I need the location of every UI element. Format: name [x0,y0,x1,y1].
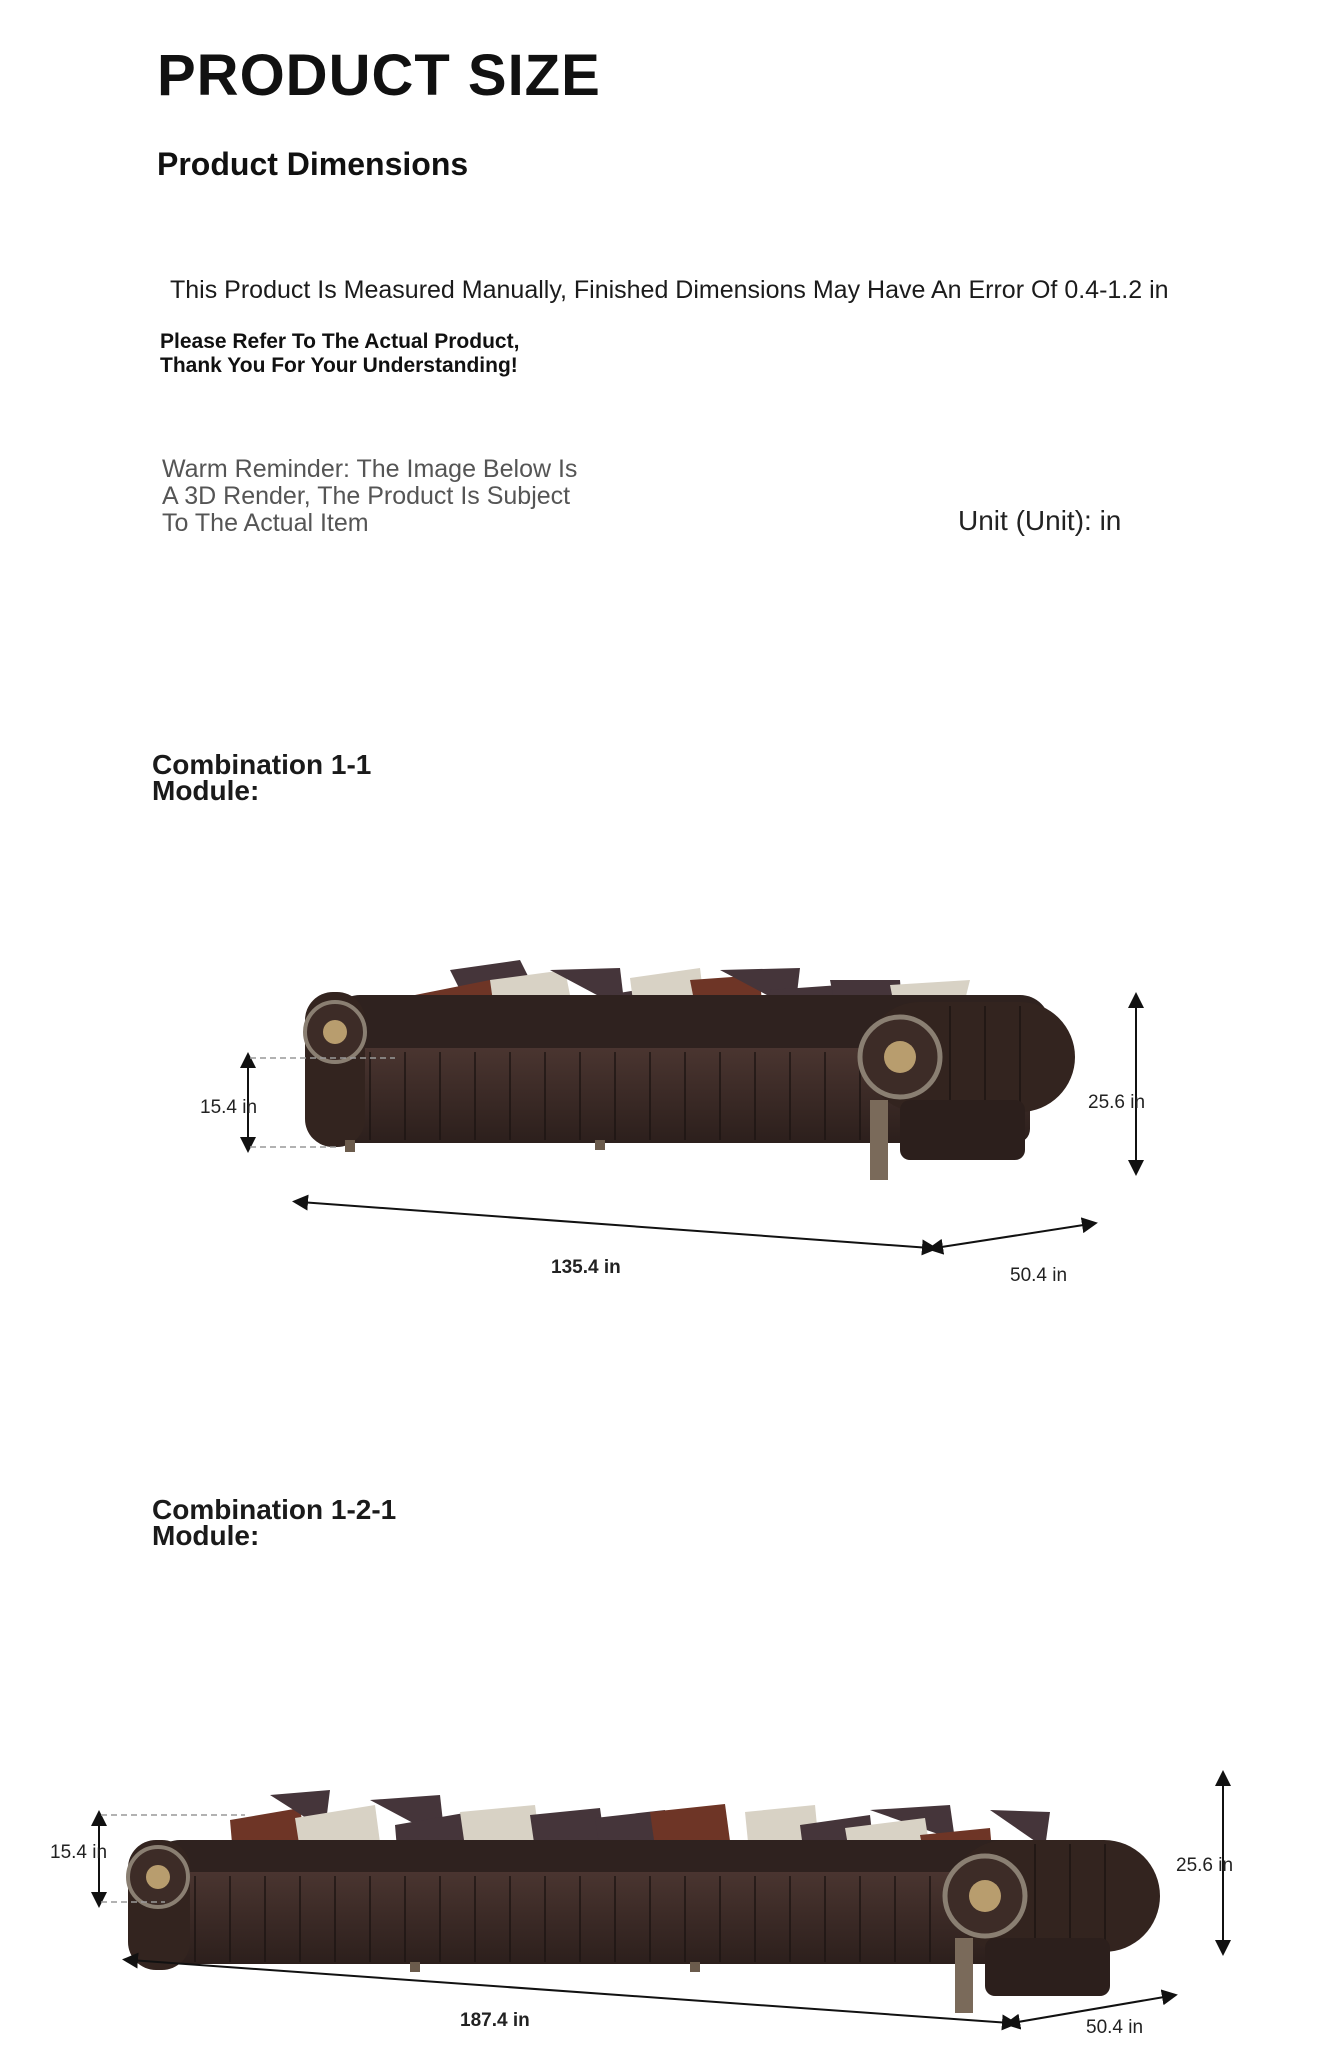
height-label-2: 25.6 in [1176,1855,1234,1876]
reminder-line-2: A 3D Render, The Product Is Subject [162,482,571,510]
combination-1-title-line1: Combination 1-1 [152,749,372,780]
measurement-note: This Product Is Measured Manually, Finished Dimensions May Have An Error Of 0.4-1.2 in [170,276,1169,304]
reminder-line-3: To The Actual Item [162,509,369,537]
combination-2-title-line2: Module: [152,1520,260,1551]
refer-line-1: Please Refer To The Actual Product, [160,330,520,353]
warm-reminder [162,456,622,537]
combination-2-title-line1: Combination 1-2-1 [152,1494,397,1525]
combination-2-title [152,1494,397,1551]
seat-height-label-2: 15.4 in [50,1842,108,1863]
sofa-diagram-2 [0,1700,1322,2048]
sofa-diagram-1 [0,940,1322,1320]
combination-1-title [152,749,372,806]
length-label-1: 135.4 in [551,1257,621,1278]
reminder-line-1: Warm Reminder: The Image Below Is [162,455,578,483]
sofa-image-2 [128,1790,1160,2013]
depth-label-1: 50.4 in [1010,1265,1068,1286]
page-title: PRODUCT SIZE [157,43,601,108]
combination-1-title-line2: Module: [152,775,260,806]
refer-line-2: Thank You For Your Understanding! [160,354,518,377]
length-dimension-1 [300,1202,930,1248]
depth-dimension-1 [935,1224,1090,1248]
height-label-1: 25.6 in [1088,1092,1146,1113]
length-dimension-2 [130,1960,1010,2023]
depth-label-2: 50.4 in [1086,2017,1144,2038]
refer-note [160,330,519,378]
unit-label: Unit (Unit): in [958,505,1122,536]
page-subtitle: Product Dimensions [157,146,469,182]
length-label-2: 187.4 in [460,2010,530,2031]
sofa-image-1 [305,960,1075,1180]
seat-height-label-1: 15.4 in [200,1097,258,1118]
